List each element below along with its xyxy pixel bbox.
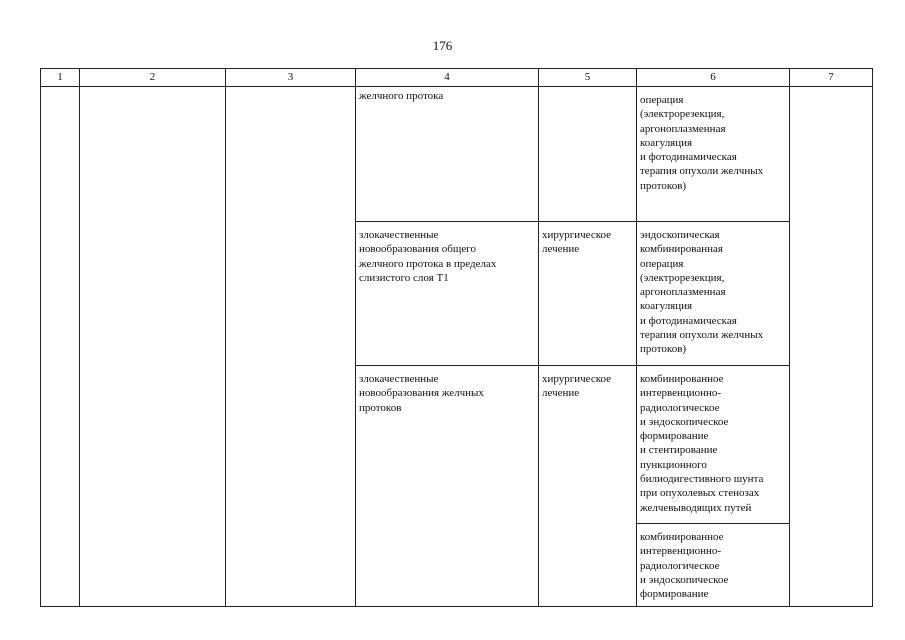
cell-treatment-type	[539, 366, 637, 607]
cell-method	[637, 524, 790, 607]
medical-care-table	[40, 68, 873, 607]
table-row	[41, 87, 873, 222]
cell-col1	[41, 87, 80, 607]
cell-disease	[356, 222, 539, 366]
cell-treatment-type	[539, 87, 637, 222]
page-number: 176	[432, 38, 453, 53]
treatment-type-text: хирургическое лечение	[542, 229, 612, 256]
method-text: комбинированное интервенционно- радиологическое и эндоскопическое формирование и стентирование пункционного билиодигестивного шунта при опухолевых стенозах желчевыводящих путей	[640, 373, 764, 514]
col-header-2: 2	[80, 69, 226, 87]
col-header-5: 5	[539, 69, 637, 87]
col-header-4: 4	[356, 69, 539, 87]
cell-col3	[226, 87, 356, 607]
cell-col7	[790, 87, 873, 607]
col-header-7: 7	[790, 69, 873, 87]
header-row	[41, 69, 873, 87]
disease-text: желчного протока	[359, 90, 444, 102]
cell-method	[637, 222, 790, 366]
method-text: комбинированное интервенционно- радиологическое и эндоскопическое формирование	[640, 531, 729, 601]
method-text: операция (электрорезекция, аргоноплазменная коагуляция и фотодинамическая терапия опухоли желчных протоков)	[640, 94, 764, 192]
col-header-6: 6	[637, 69, 790, 87]
method-text: эндоскопическая комбинированная операция (электрорезекция, аргоноплазменная коагуляция и фотодинамическая терапия опухоли желчных протоков)	[640, 229, 764, 356]
col-header-1: 1	[41, 69, 80, 87]
col-header-3: 3	[226, 69, 356, 87]
cell-method	[637, 366, 790, 524]
cell-disease	[356, 87, 539, 222]
cell-col2	[80, 87, 226, 607]
disease-text: злокачественные новообразования общего желчного протока в пределах слизистого слоя Т1	[359, 229, 497, 284]
disease-text: злокачественные новообразования желчных протоков	[359, 373, 484, 414]
treatment-type-text: хирургическое лечение	[542, 373, 612, 400]
cell-disease	[356, 366, 539, 607]
cell-method	[637, 87, 790, 222]
cell-treatment-type	[539, 222, 637, 366]
treatment-type-text	[539, 87, 636, 91]
